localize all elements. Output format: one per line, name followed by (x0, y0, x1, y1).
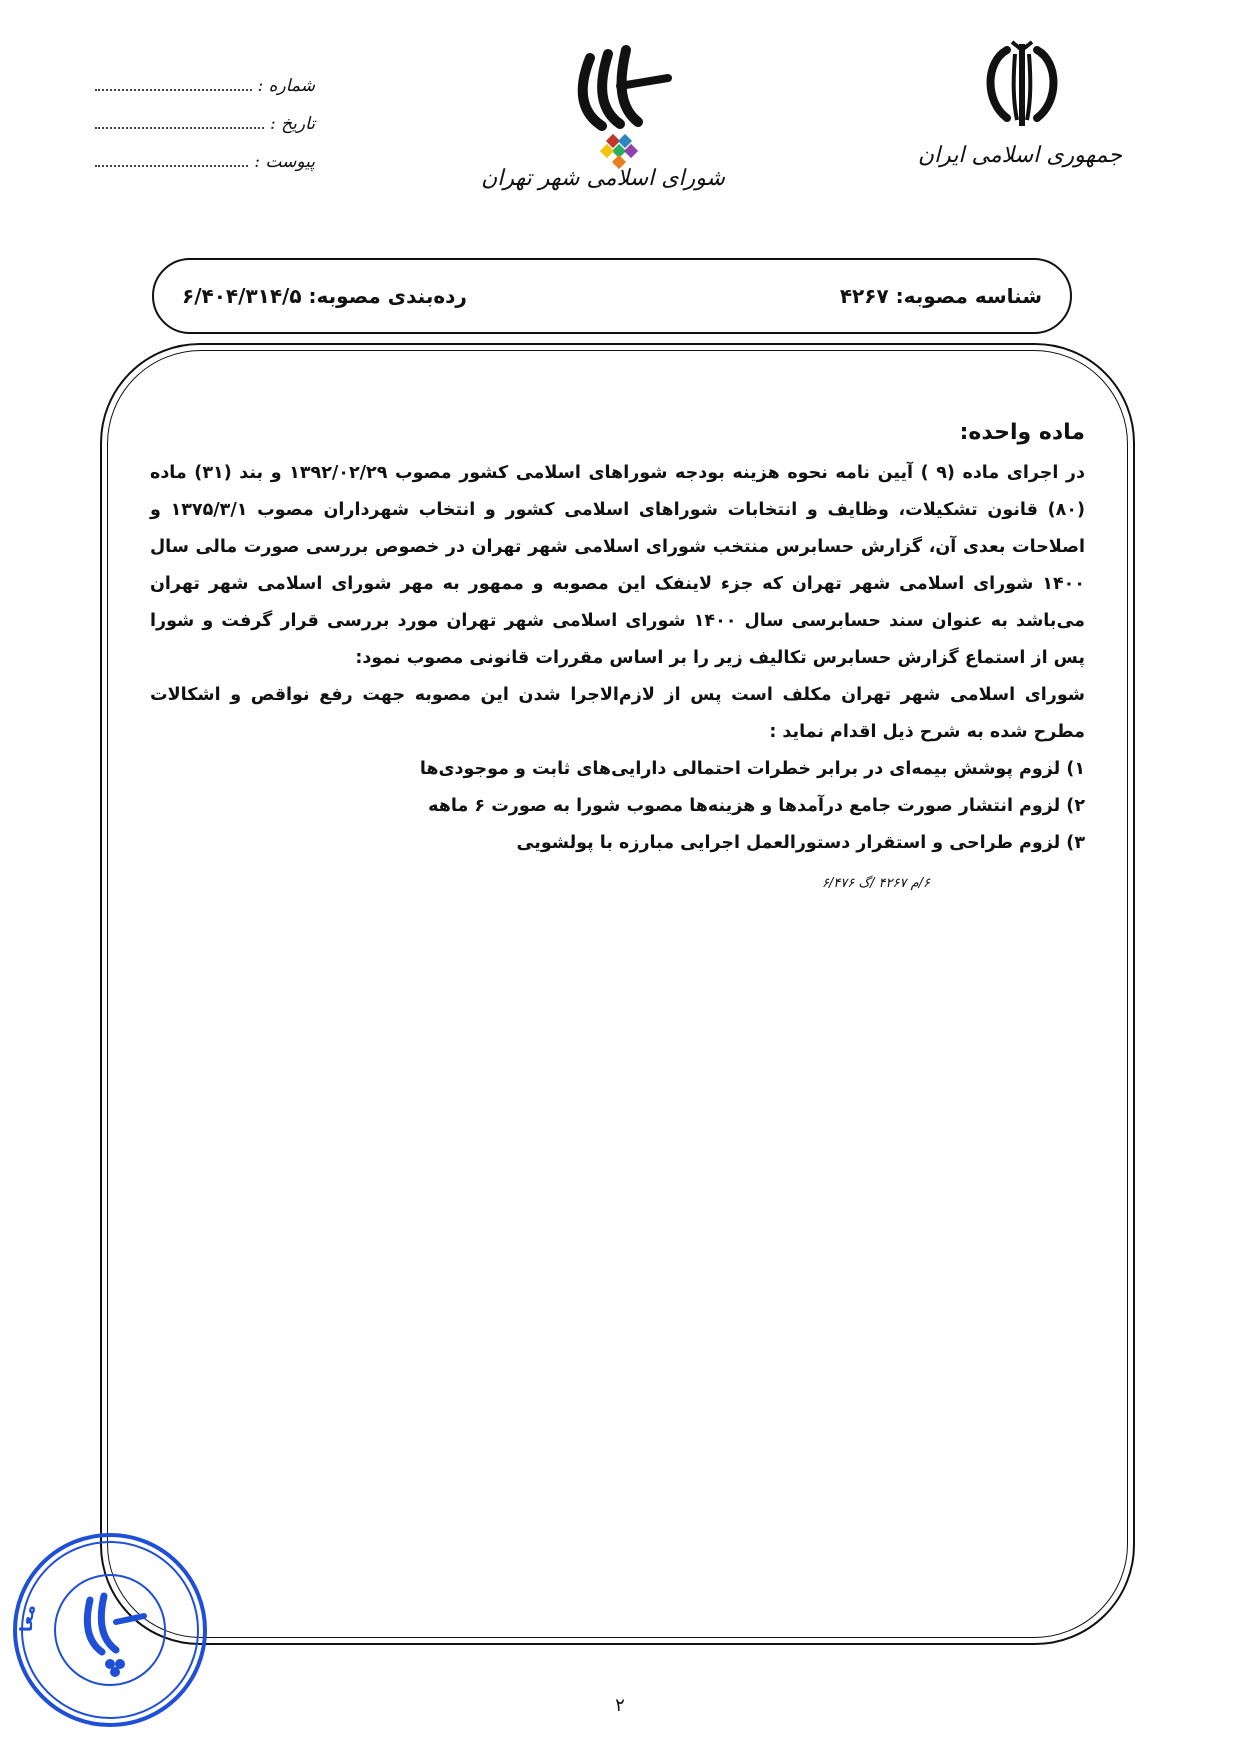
emblem-caption: جمهوری اسلامی ایران (917, 143, 1122, 168)
resolution-info-box (152, 258, 1072, 334)
field-number-line (95, 77, 252, 91)
stamp-icon (10, 1530, 210, 1730)
council-stamp (10, 1530, 210, 1730)
field-attachment-label: پیوست : (254, 152, 315, 172)
council-caption: شورای اسلامی شهر تهران (481, 166, 725, 191)
section-heading: ماده واحده: (959, 420, 1085, 445)
resolution-classification: رده‌بندی مصوبه: ۶/۴۰۴/۳۱۴/۵ (182, 284, 467, 308)
field-attachment-line (95, 153, 248, 167)
field-attachment (95, 152, 315, 190)
iran-emblem (917, 40, 1122, 200)
list-item: ۳) لزوم طراحی و استقرار دستورالعمل اجرایی مبارزه با پولشویی (516, 833, 1085, 853)
field-date-line (95, 115, 264, 129)
council-logo-icon (550, 40, 680, 170)
obligations-list (150, 751, 1085, 862)
resolution-id: شناسه مصوبه: ۴۲۶۷ (839, 284, 1042, 308)
field-date (95, 114, 315, 152)
list-item: ۱) لزوم پوشش بیمه‌ای در برابر خطرات احتمالی دارایی‌های ثابت و موجودی‌ها (419, 759, 1085, 779)
reference-code: ۶/م ۴۲۶۷ /گ ۶/۴۷۶ (821, 876, 930, 891)
meta-fields (95, 76, 315, 190)
field-date-label: تاریخ : (270, 114, 315, 134)
stamp-text: معا (16, 1602, 41, 1633)
field-number (95, 76, 315, 114)
resolution-body (150, 420, 1085, 891)
list-item: ۲) لزوم انتشار صورت جامع درآمدها و هزینه‌ها مصوب شورا به صورت ۶ ماهه (428, 796, 1085, 816)
body-paragraph-1: در اجرای ماده (۹ ) آیین نامه نحوه هزینه بودجه شوراهای اسلامی کشور مصوب ۱۳۹۲/۰۲/۲۹ و بند (۳۱) ماده (۸۰) قانون تشکیلات، وظایف و انتخابات شوراهای اسلامی کشور و انتخاب شهرداران مصوب ۱۳۷۵/۳/۱ و اصلاحات بعدی آن، گزارش حسابرس منتخب شورای اسلامی شهر تهران در خصوص بررسی صورت مالی سال ۱۴۰۰ شورای اسلامی شهر تهران که جزء لاینفک این مصوبه و ممهور به مهر شورای اسلامی شهر تهران می‌باشد به عنوان سند حسابرسی سال ۱۴۰۰ شورای اسلامی شهر تهران مورد بررسی قرار گرفت و شورا پس از استماع گزارش حسابرس تکالیف زیر را بر اساس مقررات قانونی مصوب نمود: (150, 463, 1085, 668)
field-number-label: شماره : (257, 76, 315, 96)
iran-emblem-icon (977, 40, 1067, 135)
council-logo (481, 40, 725, 240)
body-paragraph-2: شورای اسلامی شهر تهران مکلف است پس از لازم‌الاجرا شدن این مصوبه جهت رفع نواقص و اشکالات مطرح شده به شرح ذیل اقدام نماید : (150, 685, 1085, 742)
page-number: ۲ (615, 1695, 625, 1716)
